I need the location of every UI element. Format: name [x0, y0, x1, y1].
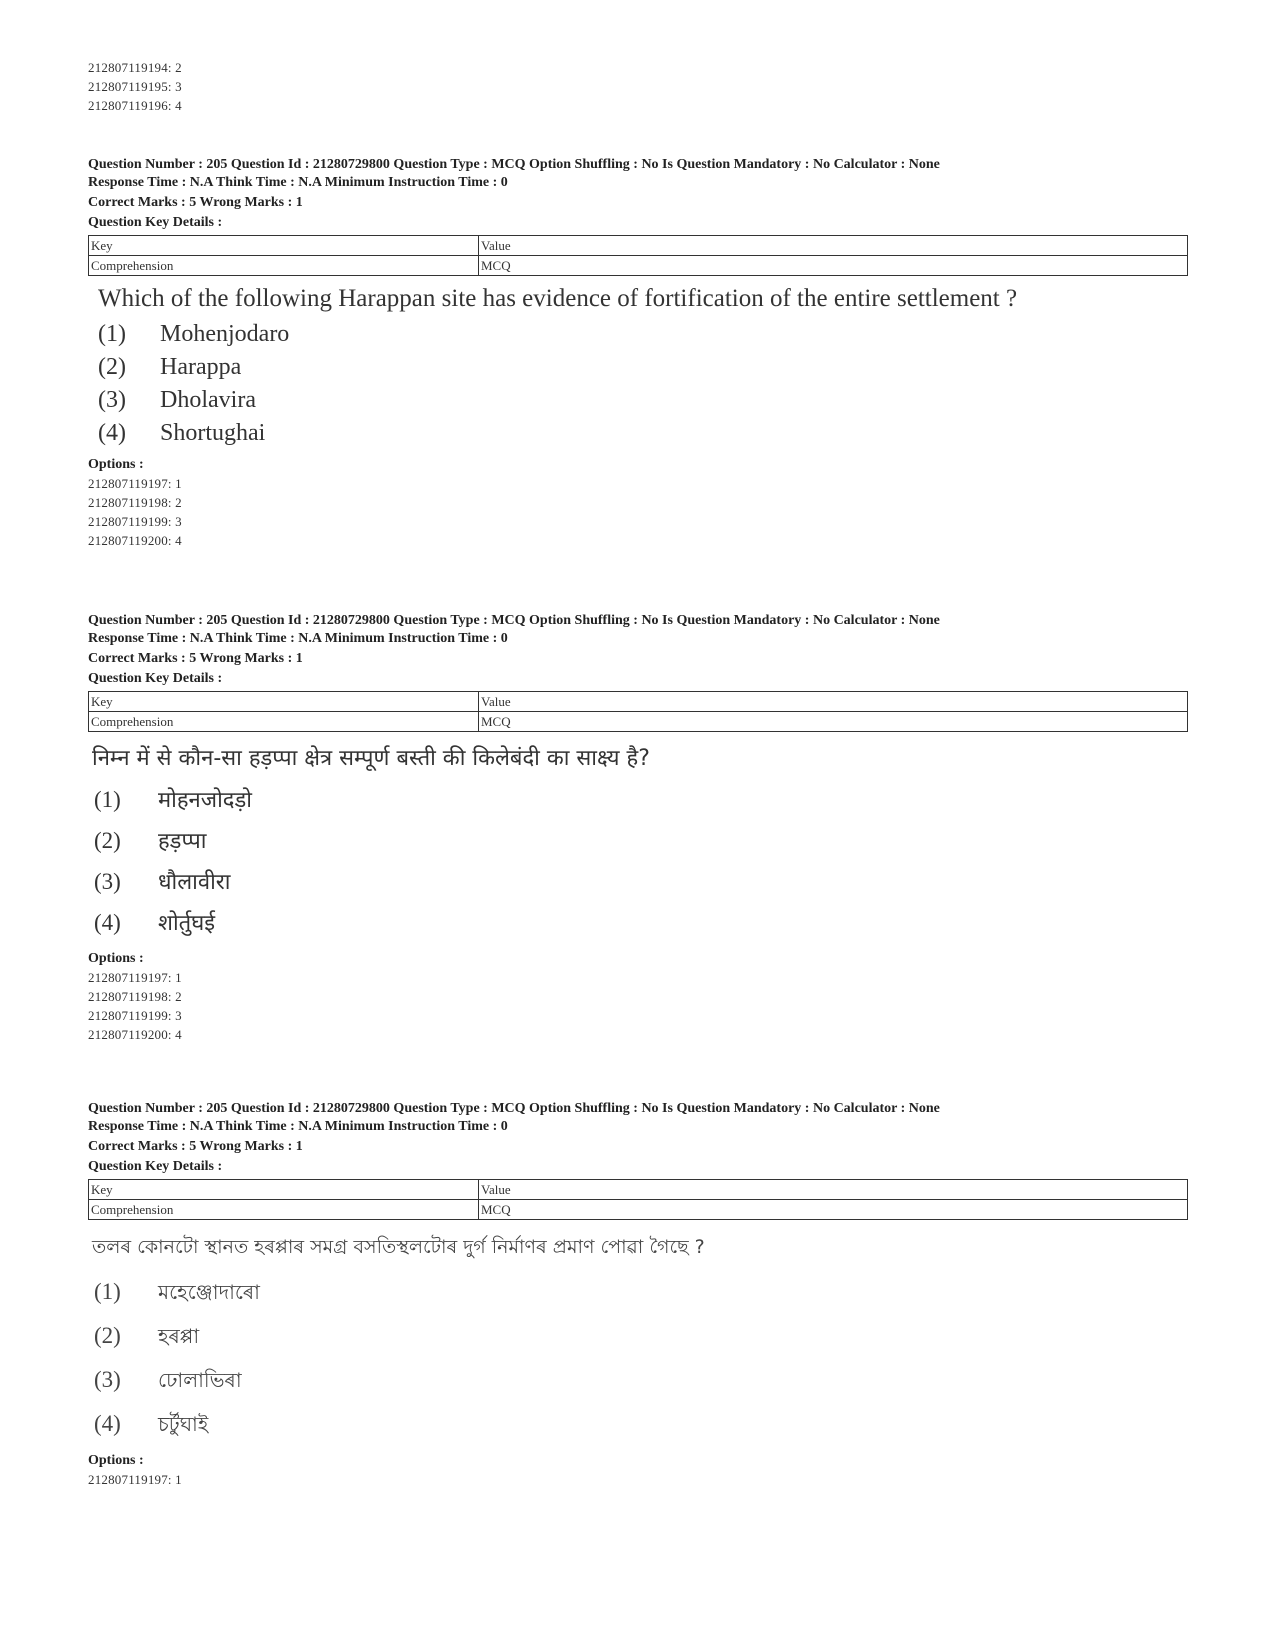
marks-line: Correct Marks : 5 Wrong Marks : 1 — [88, 651, 303, 666]
table-header-key: Key — [89, 692, 479, 712]
answer-text: Mohenjodaro — [160, 321, 290, 347]
answer-choice — [88, 1314, 1188, 1358]
answer-number: (1) — [94, 1279, 121, 1304]
answer-number: (2) — [94, 828, 121, 853]
answer-text: হৰপ্পা — [158, 1324, 200, 1348]
question-meta-line: Question Number : 205 Question Id : 21280729800 Question Type : MCQ Option Shuffling : No Is Question Mandatory : No Calculator : None — [88, 157, 940, 172]
answer-number: (2) — [94, 1323, 121, 1348]
table-cell-value: MCQ — [479, 1200, 1188, 1220]
answer-choice — [88, 862, 1188, 903]
key-details-table — [88, 1179, 1188, 1220]
option-id-line: 212807119194: 2 — [88, 60, 182, 75]
answer-choice — [88, 417, 1188, 450]
key-details-label: Question Key Details : — [88, 215, 223, 230]
answer-number: (1) — [98, 321, 126, 347]
answer-choice — [88, 1270, 1188, 1314]
table-cell-key: Comprehension — [89, 256, 479, 276]
marks-line: Correct Marks : 5 Wrong Marks : 1 — [88, 1139, 303, 1154]
marks-line: Correct Marks : 5 Wrong Marks : 1 — [88, 195, 303, 210]
key-details-table — [88, 235, 1188, 276]
answer-choice — [88, 1402, 1188, 1446]
table-row — [89, 1180, 1188, 1200]
table-row — [89, 1200, 1188, 1220]
answer-text: ঢোলাভিৰা — [158, 1368, 242, 1392]
answer-text: हड़प्पा — [158, 829, 207, 854]
answer-text: मोहनजोदड़ो — [158, 788, 252, 813]
table-header-key: Key — [89, 1180, 479, 1200]
answer-number: (3) — [94, 869, 121, 894]
options-label: Options : — [88, 1453, 144, 1468]
option-id-line: 212807119199: 3 — [88, 1008, 182, 1023]
answer-text: চৰ্টুঘাই — [158, 1412, 209, 1436]
table-row — [89, 712, 1188, 732]
answer-number: (3) — [98, 387, 126, 413]
answer-text: Shortughai — [160, 420, 266, 446]
question-block-english — [88, 156, 1188, 550]
options-label: Options : — [88, 951, 144, 966]
table-header-value: Value — [479, 1180, 1188, 1200]
option-id-line: 212807119195: 3 — [88, 79, 182, 94]
option-id-line: 212807119200: 4 — [88, 1027, 182, 1042]
answer-text: Harappa — [160, 354, 242, 380]
option-id-line: 212807119196: 4 — [88, 98, 182, 113]
answer-text: Dholavira — [160, 387, 256, 413]
key-details-label: Question Key Details : — [88, 1159, 223, 1174]
table-cell-key: Comprehension — [89, 712, 479, 732]
question-meta-line: Response Time : N.A Think Time : N.A Minimum Instruction Time : 0 — [88, 175, 508, 190]
question-block-hindi — [88, 612, 1188, 1044]
answer-choice — [88, 384, 1188, 417]
table-cell-value: MCQ — [479, 256, 1188, 276]
answer-choice — [88, 1358, 1188, 1402]
question-meta-line: Question Number : 205 Question Id : 21280729800 Question Type : MCQ Option Shuffling : No Is Question Mandatory : No Calculator : None — [88, 613, 940, 628]
table-header-value: Value — [479, 236, 1188, 256]
answer-choice — [88, 903, 1188, 944]
previous-options-list — [88, 58, 1188, 115]
table-row — [89, 236, 1188, 256]
table-cell-key: Comprehension — [89, 1200, 479, 1220]
answer-number: (1) — [94, 787, 121, 812]
answer-text: মহেঞ্জোদাৰো — [158, 1280, 260, 1304]
option-id-line: 212807119199: 3 — [88, 514, 182, 529]
options-label: Options : — [88, 457, 144, 472]
answer-number: (4) — [98, 420, 126, 446]
question-text: निम्न में से कौन-सा हड़प्पा क्षेत्र सम्पूर्ण बस्ती की किलेबंदी का साक्ष्य है? — [92, 746, 650, 771]
option-id-line: 212807119197: 1 — [88, 970, 182, 985]
option-id-line: 212807119197: 1 — [88, 1472, 182, 1487]
table-row — [89, 256, 1188, 276]
answer-number: (3) — [94, 1367, 121, 1392]
answer-text: शोर्तुघई — [158, 911, 216, 936]
answer-choice — [88, 780, 1188, 821]
table-row — [89, 692, 1188, 712]
question-block-assamese — [88, 1100, 1188, 1489]
question-meta-line: Response Time : N.A Think Time : N.A Minimum Instruction Time : 0 — [88, 631, 508, 646]
question-meta-line: Question Number : 205 Question Id : 21280729800 Question Type : MCQ Option Shuffling : No Is Question Mandatory : No Calculator : None — [88, 1101, 940, 1116]
question-meta-line: Response Time : N.A Think Time : N.A Minimum Instruction Time : 0 — [88, 1119, 508, 1134]
answer-number: (4) — [94, 1411, 121, 1436]
answer-choice — [88, 821, 1188, 862]
answer-choice — [88, 318, 1188, 351]
question-text: তলৰ কোনটো স্থানত হৰপ্পাৰ সমগ্ৰ বসতিস্থলটোৰ দুৰ্গ নিৰ্মাণৰ প্ৰমাণ পোৱা গৈছে ? — [92, 1236, 705, 1258]
answer-choice — [88, 351, 1188, 384]
table-cell-value: MCQ — [479, 712, 1188, 732]
table-header-value: Value — [479, 692, 1188, 712]
answer-number: (4) — [94, 910, 121, 935]
option-id-line: 212807119200: 4 — [88, 533, 182, 548]
answer-number: (2) — [98, 354, 126, 380]
question-text: Which of the following Harappan site has evidence of fortification of the entire settlement ? — [98, 285, 1018, 312]
table-header-key: Key — [89, 236, 479, 256]
answer-text: धौलावीरा — [158, 870, 231, 895]
option-id-line: 212807119197: 1 — [88, 476, 182, 491]
key-details-table — [88, 691, 1188, 732]
option-id-line: 212807119198: 2 — [88, 989, 182, 1004]
option-id-line: 212807119198: 2 — [88, 495, 182, 510]
key-details-label: Question Key Details : — [88, 671, 223, 686]
